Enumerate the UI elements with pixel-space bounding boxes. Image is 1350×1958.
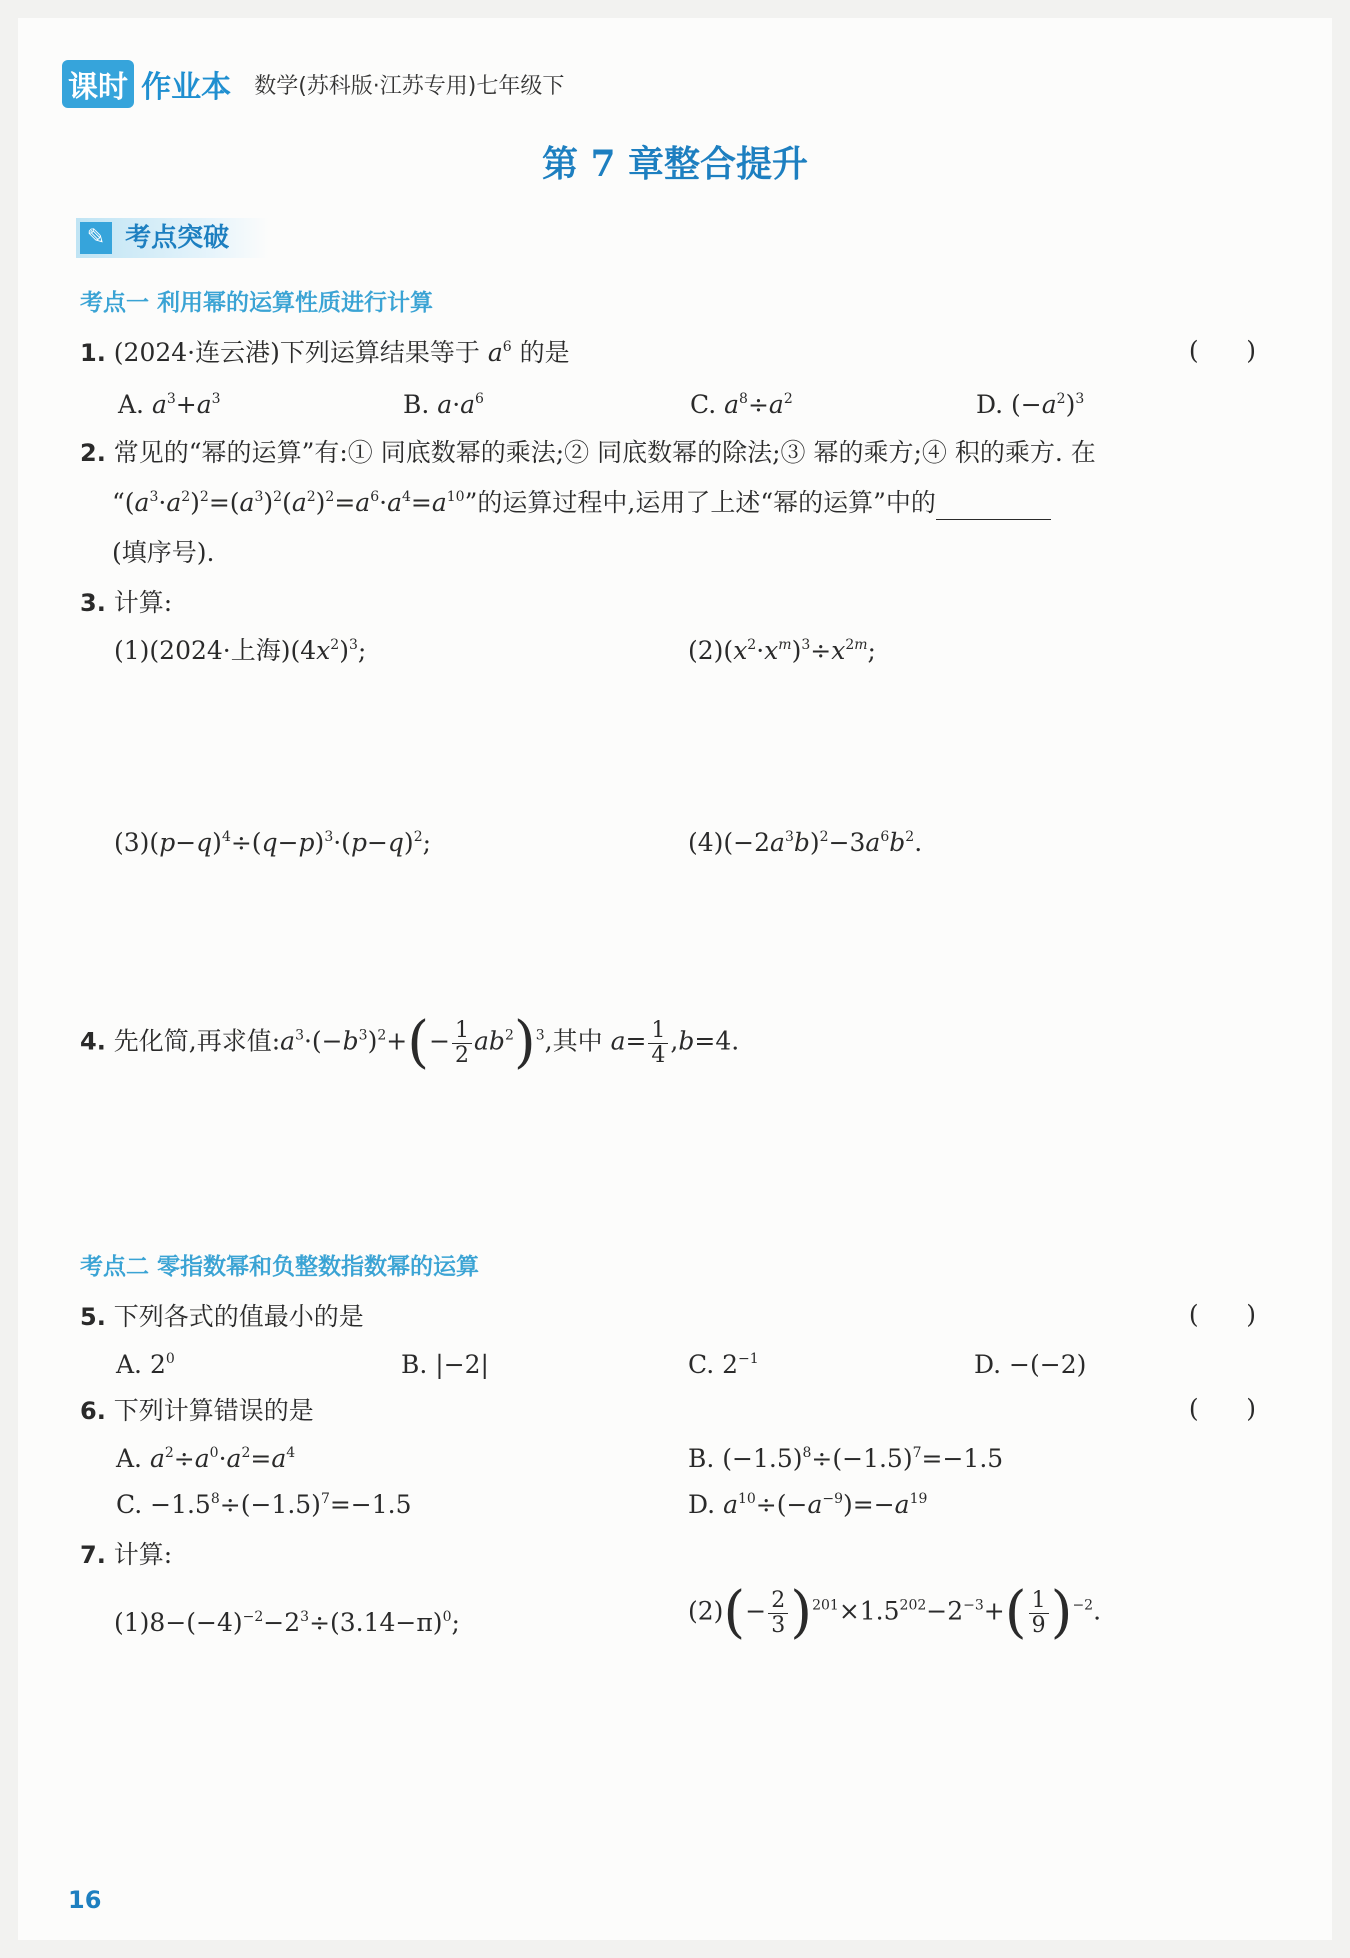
q7-part-2: (2)(− $\frac{2}{3}$ )$^{201}\times 1.5^{202}-2^{-3}+$( $\frac{1}{9}$ )$^{-2}$. bbox=[688, 1580, 1102, 1645]
q1-option-a: A. $a^3+a^3$ bbox=[118, 390, 221, 419]
badge-label: 考点突破 bbox=[125, 223, 230, 253]
q2-answer-blank[interactable] bbox=[936, 491, 1051, 520]
q5-option-a: A. $2^0$ bbox=[116, 1350, 175, 1379]
header bbox=[62, 60, 564, 104]
q3-text: 计算: bbox=[113, 588, 173, 617]
q6-option-c: C. $-1.5^8\div(-1.5)^7=-1.5$ bbox=[116, 1490, 412, 1519]
q6-option-a: A. $a^2\div a^0\cdot a^2=a^4$ bbox=[116, 1444, 296, 1473]
point1-heading: 考点一 利用幂的运算性质进行计算 bbox=[80, 290, 434, 316]
q5-option-d: D. −(−2) bbox=[974, 1350, 1087, 1379]
q3-part-4: $(4)(-2a^3b)^2-3a^6b^2$. bbox=[688, 828, 923, 857]
page-number: 16 bbox=[68, 1886, 102, 1914]
q3-part-2: $(2)(x^2\cdot x^m)^3\div x^{2m}$; bbox=[688, 636, 876, 665]
point2-heading: 考点二 零指数幂和负整数指数幂的运算 bbox=[80, 1254, 480, 1280]
q5-number: 5. bbox=[80, 1303, 106, 1331]
question-3 bbox=[80, 586, 172, 620]
q1-option-b: B. $a\cdot a^6$ bbox=[403, 390, 484, 419]
q4-number: 4. bbox=[80, 1027, 106, 1056]
q2-line3: (填序号). bbox=[112, 538, 215, 567]
badge-icon: ✎ bbox=[80, 222, 112, 254]
question-4: 4. 先化简,再求值$:a^3\cdot(-b^3)^2+(-$ $\frac{1}{2}$ $ab^2)^3$,其中 a= $\frac{1}{4}$ ,b=4. bbox=[80, 1010, 740, 1075]
q2-number: 2. bbox=[80, 439, 106, 467]
q4-text: 先化简,再求值: bbox=[113, 1026, 281, 1056]
logo-sub: 作业本 bbox=[141, 70, 232, 105]
q1-number: 1. bbox=[80, 339, 106, 367]
q3-part-1: (1)(2024·上海)$(4x^2)^3$; bbox=[114, 636, 367, 665]
question-6 bbox=[80, 1394, 314, 1428]
q2-line2: “$(a^3\cdot a^2)^2=(a^3)^2(a^2)^2=a^6\cdot a^4=a^{10}$”的运算过程中,运用了上述“幂的运算”中的 bbox=[112, 486, 1051, 520]
q3-part-3: $(3)(p-q)^4\div(q-p)^3\cdot(p-q)^2$; bbox=[114, 828, 432, 857]
q5-answer-paren[interactable]: ( ) bbox=[1188, 1300, 1256, 1329]
q7-number: 7. bbox=[80, 1541, 106, 1569]
q6-answer-paren[interactable]: ( ) bbox=[1188, 1394, 1256, 1423]
q1-text: (2024·连云港)下列运算结果等于 bbox=[113, 338, 480, 367]
question-1: 1. (2024·连云港)下列运算结果等于 $a^6$ 的是 bbox=[80, 338, 570, 367]
q1-option-c: C. $a^8\div a^2$ bbox=[690, 390, 793, 419]
question-5 bbox=[80, 1300, 364, 1334]
q1-option-d: D. $(-a^2)^3$ bbox=[976, 390, 1085, 419]
q7-text: 计算: bbox=[113, 1540, 173, 1569]
logo-main: 课时 bbox=[62, 60, 134, 108]
q2-line1: 常见的“幂的运算”有:① 同底数幂的乘法;② 同底数幂的除法;③ 幂的乘方;④ 积的乘方. 在 bbox=[113, 438, 1096, 467]
q6-text: 下列计算错误的是 bbox=[113, 1396, 314, 1425]
q7-part-1: $(1)8-(-4)^{-2}-2^3\div(3.14-\pi)^0$; bbox=[114, 1608, 460, 1637]
section-badge bbox=[76, 218, 269, 258]
q5-option-b: B. |−2| bbox=[401, 1350, 489, 1379]
q1-answer-paren[interactable]: ( ) bbox=[1188, 336, 1256, 365]
chapter-title: 第 7 章整合提升 bbox=[541, 143, 809, 185]
q1-tail: 的是 bbox=[519, 338, 570, 367]
workbook-page bbox=[18, 18, 1332, 1940]
q6-number: 6. bbox=[80, 1397, 106, 1425]
q6-option-b: B. $(-1.5)^8\div(-1.5)^7=-1.5$ bbox=[688, 1444, 1004, 1473]
question-2 bbox=[80, 436, 1096, 470]
q3-number: 3. bbox=[80, 589, 106, 617]
header-subtitle: 数学(苏科版·江苏专用)七年级下 bbox=[254, 73, 565, 99]
q5-option-c: C. $2^{-1}$ bbox=[688, 1350, 759, 1379]
q6-option-d: D. $a^{10}\div(-a^{-9})=-a^{19}$ bbox=[688, 1490, 928, 1519]
question-7 bbox=[80, 1538, 172, 1572]
q5-text: 下列各式的值最小的是 bbox=[113, 1302, 364, 1331]
